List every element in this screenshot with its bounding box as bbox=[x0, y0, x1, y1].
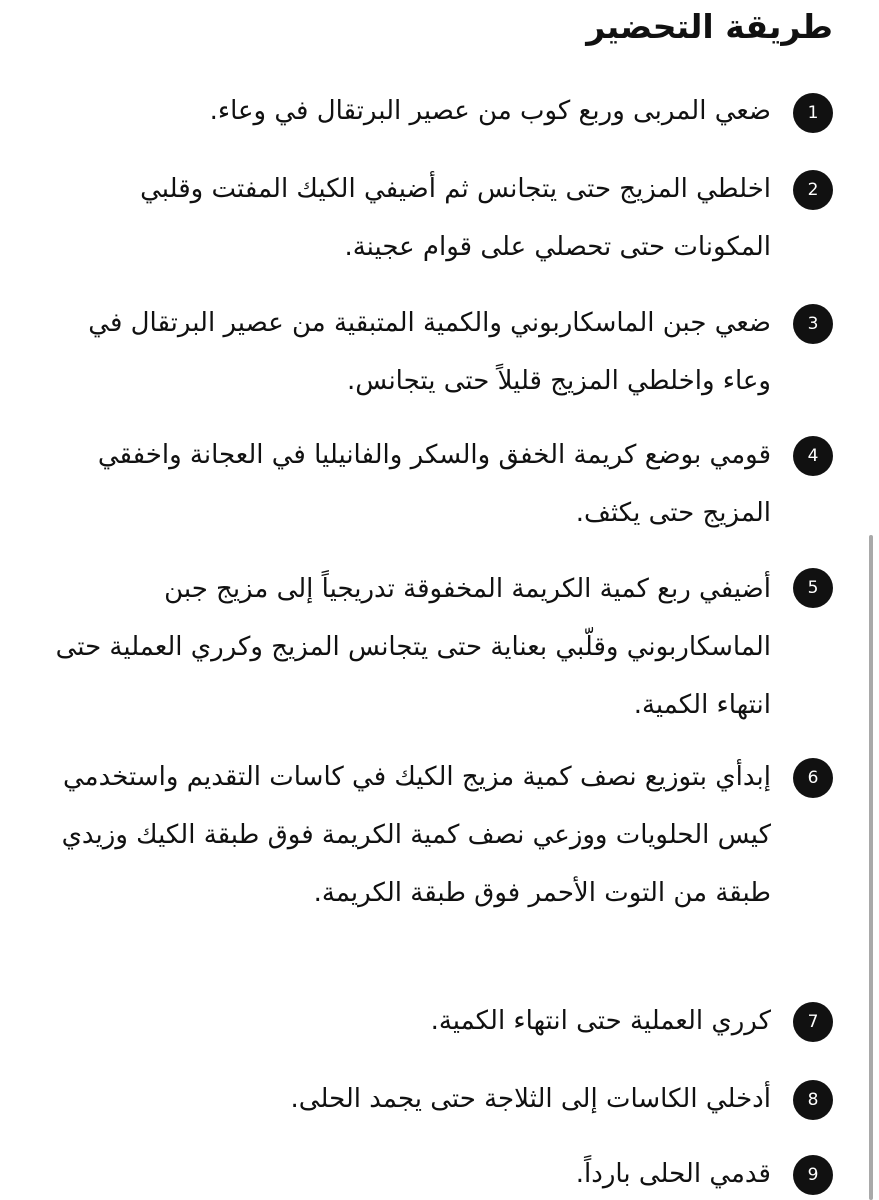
step-text: قدمي الحلى بارداً. bbox=[575, 1159, 771, 1189]
step-text: أضيفي ربع كمية الكريمة المخفوقة تدريجياً إلى مزيج جبن الماسكاربوني وقلّبي بعناية حتى يتجانس المزيج وكرري العملية حتى انتهاء الكمية. bbox=[55, 574, 771, 720]
step-item-2 bbox=[40, 160, 833, 276]
step-item-8 bbox=[40, 1070, 833, 1128]
step-number-badge: 7 bbox=[793, 1002, 833, 1042]
step-number-badge: 6 bbox=[793, 758, 833, 798]
step-number-badge: 5 bbox=[793, 568, 833, 608]
step-text: اخلطي المزيج حتى يتجانس ثم أضيفي الكيك المفتت وقلبي المكونات حتى تحصلي على قوام عجينة. bbox=[140, 174, 771, 262]
step-item-7 bbox=[40, 992, 833, 1050]
step-text: إبدأي بتوزيع نصف كمية مزيج الكيك في كاسات التقديم واستخدمي كيس الحلويات ووزعي نصف كمية الكريمة فوق طبقة الكيك وزيدي طبقة من التوت الأحمر فوق طبقة الكريمة. bbox=[61, 762, 771, 908]
step-number-badge: 4 bbox=[793, 436, 833, 476]
step-text: كرري العملية حتى انتهاء الكمية. bbox=[430, 1006, 771, 1036]
step-number-badge: 9 bbox=[793, 1155, 833, 1195]
step-number-badge: 8 bbox=[793, 1080, 833, 1120]
section-title: طريقة التحضير bbox=[586, 7, 833, 46]
step-text: ضعي المربى وربع كوب من عصير البرتقال في وعاء. bbox=[209, 96, 771, 126]
step-item-3 bbox=[40, 294, 833, 410]
step-item-1 bbox=[40, 82, 833, 140]
step-item-9 bbox=[40, 1145, 833, 1200]
step-item-4 bbox=[40, 426, 833, 542]
step-text: قومي بوضع كريمة الخفق والسكر والفانيليا في العجانة واخفقي المزيج حتى يكثف. bbox=[97, 440, 771, 528]
step-text: أدخلي الكاسات إلى الثلاجة حتى يجمد الحلى. bbox=[290, 1084, 771, 1114]
step-item-5 bbox=[40, 560, 833, 734]
step-item-6 bbox=[40, 748, 833, 922]
step-number-badge: 3 bbox=[793, 304, 833, 344]
step-number-badge: 2 bbox=[793, 170, 833, 210]
step-text: ضعي جبن الماسكاربوني والكمية المتبقية من عصير البرتقال في وعاء واخلطي المزيج قليلاً حتى يتجانس. bbox=[88, 308, 771, 396]
scrollbar-thumb[interactable] bbox=[869, 535, 873, 1200]
step-number-badge: 1 bbox=[793, 93, 833, 133]
